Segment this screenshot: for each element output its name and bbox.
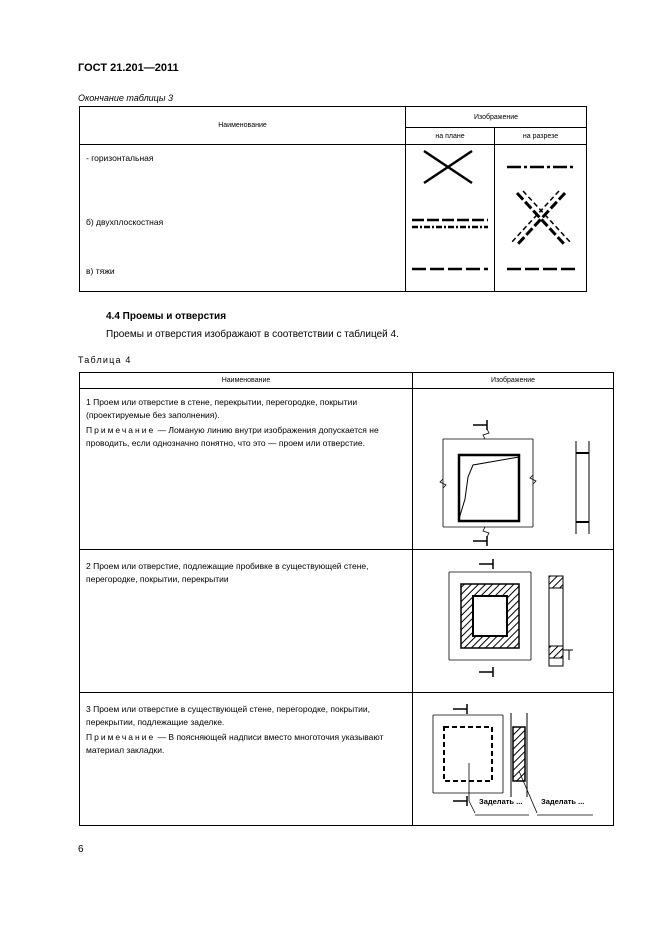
- table3-col-image: Изображение: [406, 107, 587, 128]
- table3-name-cell: [80, 145, 406, 292]
- table3-plan-cell: [406, 145, 495, 292]
- section-biplane-cross-symbol: [511, 191, 571, 245]
- plan-biplane-lines-symbol: [412, 220, 488, 227]
- table4-row1-text-cell: [80, 389, 413, 550]
- table3-section-cell: [495, 145, 587, 292]
- table4-row2-image-cell: [413, 550, 614, 693]
- page-number: 6: [78, 844, 84, 855]
- table4-col-image: Изображение: [413, 373, 614, 389]
- plan-horizontal-x-symbol: [424, 151, 472, 183]
- table4-row1-image-cell: [413, 389, 614, 550]
- row3-note-text: — В поясняющей надписи вместо многоточия указывают материал закладки.: [86, 732, 384, 755]
- row1-description: 1 Проем или отверстие в стене, перекрытии, перегородке, покрытии (проектируемые без заполнения).: [86, 397, 358, 420]
- section-paragraph: Проемы и отверстия изображают в соответствии с таблицей 4.: [106, 329, 399, 340]
- table4-caption: Таблица 4: [78, 355, 132, 365]
- plan-symbols: [406, 145, 494, 291]
- section-heading: 4.4 Проемы и отверстия: [106, 311, 227, 322]
- table3-col-section: на разрезе: [495, 128, 587, 145]
- opening-to-punch-symbol: [413, 550, 613, 692]
- fill-label-plan: Заделать ...: [479, 797, 523, 806]
- row3-description: 3 Проем или отверстие в существующей стене, перегородке, покрытии, перекрытии, подлежащие заделке.: [86, 704, 370, 727]
- row2-description: 2 Проем или отверстие, подлежащие пробивке в существующей стене, перегородке, покрытии, перекрытии: [86, 561, 369, 584]
- table3-col-name: Наименование: [80, 107, 406, 145]
- table3: [79, 106, 587, 292]
- row-horizontal-label: - горизонтальная: [86, 153, 154, 163]
- table3-caption: Окончание таблицы 3: [78, 93, 173, 103]
- row1-note-label: Примечание: [86, 425, 156, 435]
- document-header: ГОСТ 21.201—2011: [78, 62, 179, 74]
- fill-label-section: Заделать ...: [541, 797, 585, 806]
- table4-col-name: Наименование: [80, 373, 413, 389]
- opening-no-fill-symbol: [413, 389, 613, 549]
- row-biplane-label: б) двухплоскостная: [86, 217, 164, 227]
- table4-row2-text-cell: [80, 550, 413, 693]
- row-ties-label: в) тяжи: [86, 266, 115, 276]
- table3-col-plan: на плане: [406, 128, 495, 145]
- table4-row3-image-cell: [413, 693, 614, 826]
- table4-row3-text-cell: [80, 693, 413, 826]
- row3-note: [86, 731, 406, 757]
- row3-note-label: Примечание: [86, 732, 156, 742]
- row1-note: [86, 424, 406, 450]
- row1-note-text: — Ломаную линию внутри изображения допускается не проводить, если однозначно понятно, что это — проем или отверстие.: [86, 425, 379, 448]
- section-symbols: [495, 145, 586, 291]
- table4: [79, 372, 614, 826]
